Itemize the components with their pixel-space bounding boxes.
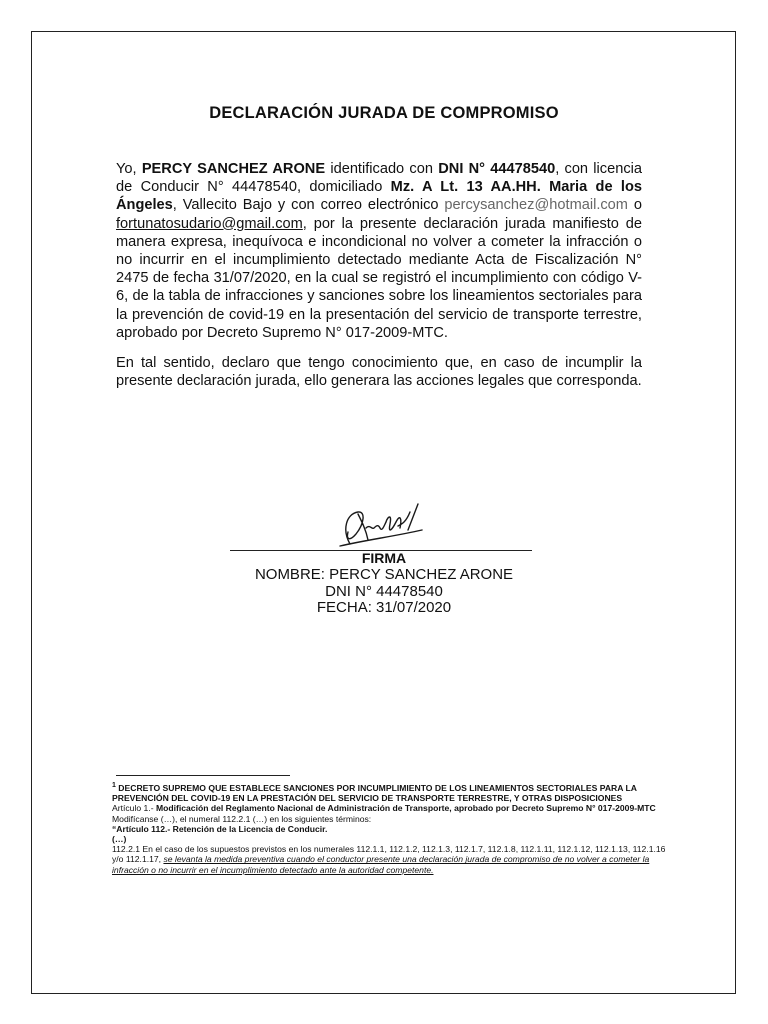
footnote-marker: 1 [112,782,116,789]
text-identificado: identificado con [325,161,439,177]
articulo1-text: Modificación del Reglamento Nacional de Administración de Transporte, aprobado por Decreto Supremo N° 017-2009-MTC [155,803,656,814]
declaration-paragraph [116,160,642,342]
signature-details [0,567,768,617]
text-yo: Yo, [116,161,142,177]
footnote-modificanse: Modifícanse (…), el numeral 112.2.1 (…) en los siguientes términos: [112,813,372,824]
signer-dni: DNI N° 44478540 [325,582,443,600]
articulo1-label: Artículo 1.- [112,803,156,814]
footnote-articulo112: “Artículo 112.- Retención de la Licencia de Conducir. [112,823,328,834]
text-vallecito: , Vallecito Bajo y con correo electrónico [172,197,445,214]
footnote [112,781,672,875]
declarant-dni: DNI N° 44478540 [438,161,556,177]
firma-label: FIRMA [361,550,407,566]
numeral-intro: 112.2.1 En el caso de los supuestos previstos en los numerales 112.1.1, 112.1.2, 112.1.3, 112.1.7, 112.1.8, 112.1.11, 112.1.12, 112.1.13, 112.1.16 y/o 112.1.17, [112,844,666,865]
footnote-separator [116,775,290,776]
email-hotmail: percysanchez@hotmail.com [444,197,628,214]
signer-name: NOMBRE: PERCY SANCHEZ ARONE [254,566,514,583]
handwritten-signature [336,500,426,552]
footnote-heading-text: DECRETO SUPREMO QUE ESTABLECE SANCIONES POR INCUMPLIMIENTO DE LOS LINEAMIENTOS SECTORIALES PARA LA PREVENCIÓN DEL COVID-19 EN LA PRESTACIÓN DEL SERVICIO DE TRANSPORTE TERRESTRE, Y OTRAS DISPOSICIONES [112,783,637,804]
footnote-numeral [112,844,672,875]
text-rest: , por la presente declaración jurada manifiesto de manera expresa, inequívoca e incondicional no volver a cometer la infracción o no incurrir en el incumplimiento detectado mediante Acta de Fiscalización N° 2475 de fecha 31/07/2020, en la cual se registró el incumplimiento con código V-6, de la tabla de infracciones y sanciones sobre los lineamientos sectoriales para la prevención de covid-19 en la presentación del servicio de transporte terrestre, aprobado por Decreto Supremo N° 017-2009-MTC. [116,215,642,341]
footnote-ellipsis: (…) [112,834,127,845]
declarant-address: Mz. A Lt. 13 AA.HH. Maria de los Ángeles [116,179,642,214]
document-title: DECLARACIÓN JURADA DE COMPROMISO [209,104,559,122]
declarant-name: PERCY SANCHEZ ARONE [141,161,326,177]
acknowledgement-paragraph: En tal sentido, declaro que tengo conocimiento que, en caso de incumplir la presente declaración jurada, ello generara las acciones legales que corresponda. [116,355,642,390]
numeral-underlined: se levanta la medida preventiva cuando el conductor presente una declaración jurada de compromiso de no volver a cometer la infracción o no incurrir en el incumplimiento detectado ante la autoridad competente. [112,854,650,875]
signature-date: FECHA: 31/07/2020 [316,599,452,616]
footnote-heading [112,781,672,803]
text-licencia: , con licencia de Conducir N° 44478540, domiciliado [116,161,642,196]
email-gmail: fortunatosudario@gmail.com [116,215,303,232]
text-o: o [627,197,643,214]
footnote-articulo1 [112,803,672,813]
